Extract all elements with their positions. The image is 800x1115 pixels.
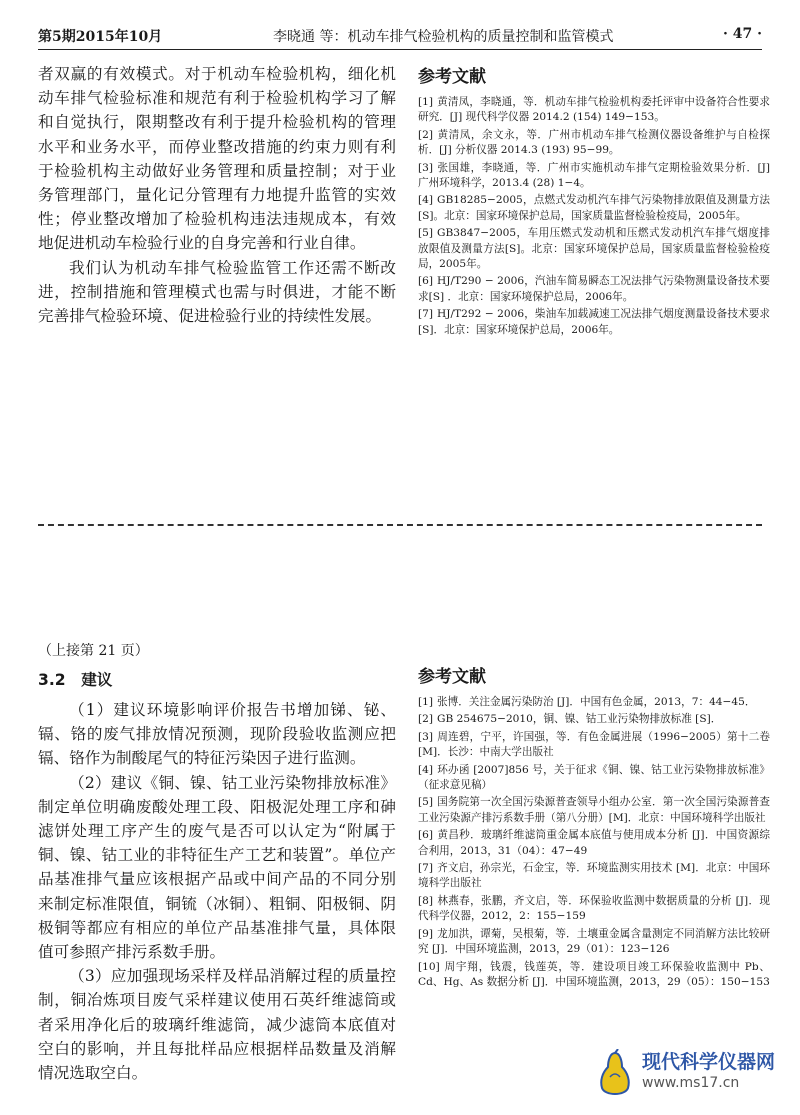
reference-item	[418, 712, 770, 727]
reference-number: [6]	[418, 275, 434, 288]
reference-text: 张国雄，李晓通，等．广州市实施机动车排气定期检验效果分析．[J] 广州环境科学，2013.4 (28) 1−4。	[418, 161, 770, 190]
references-title: 参考文献	[418, 667, 486, 687]
reference-text: 黄清凤，李晓通，等．机动车排气检验机构委托评审中设备符合性要求研究．[J] 现代科学仪器 2014.2 (154) 149−153。	[418, 96, 770, 124]
reference-text: 张博．关注金属污染防治 [J]．中国有色金属，2013，7：44−45．	[437, 696, 756, 708]
reference-text: GB 254675−2010，铜、镍、钴工业污染物排放标准 [S]．	[437, 713, 722, 726]
reference-text: 周连碧，宁平，许国强，等．有色金属进展（1996−2005）第十二卷 [M]．长沙：中南大学出版社	[418, 730, 770, 759]
reference-item	[418, 695, 770, 710]
continued-note: （上接第 21 页）	[38, 643, 149, 659]
body-paragraph: 者双赢的有效模式。对于机动车检验机构，细化机动车排气检验标准和规范有利于检验机构学习了解和自觉执行，限期整改有利于提升检验机构的管理水平和业务水平，而停业整改措施的约束力则有利于检验机构主动做好业务管理和质量控制；对于业务管理部门，量化记分管理有力地提升监管的实效性；停业整改增加了检验机构违法违规成本，有效地促进机动车检验行业的自身完善和行业自律。	[38, 65, 396, 253]
reference-number: [10]	[418, 960, 440, 973]
reference-text: 黄昌秒．玻璃纤维滤筒重金属本底值与使用成本分析 [J]．中国资源综合利用，2013，31（04）：47−49	[418, 829, 770, 857]
reference-item	[418, 960, 770, 991]
reference-text: 周宇翔，钱震，钱莲英，等．建设项目竣工环保验收监测中 Pb、Cd、Hg、As 数据分析 [J]．中国环境监测，2013，29（05）：150−153	[418, 960, 770, 988]
bottom-references	[418, 662, 770, 992]
reference-text: 林燕春，张鹏，齐文启，等．环保验收监测中数据质量的分析 [J]．现代科学仪器，2012，2：155−159	[418, 894, 770, 923]
reference-item	[418, 927, 770, 958]
reference-item	[418, 763, 770, 794]
pear-logo-icon	[598, 1049, 632, 1099]
reference-text: HJ/T292 − 2006，柴油车加载减速工况法排气烟度测量设备技术要求[S]．北京：国家环境保护总局，2006年。	[418, 308, 770, 336]
reference-text: 齐文启，孙宗光，石金宝，等．环境监测实用技术 [M]．北京：中国环境科学出版社	[418, 862, 770, 890]
reference-text: GB18285−2005，点燃式发动机汽车排气污染物排放限值及测量方法[S]。北京：国家环境保护总局，国家质量监督检验检疫局，2005年。	[418, 194, 770, 222]
reference-number: [9]	[418, 927, 434, 940]
reference-number: [5]	[418, 796, 434, 809]
header-rule	[38, 49, 762, 50]
reference-item	[418, 795, 770, 826]
reference-number: [2]	[418, 713, 434, 726]
reference-text: 黄清凤，余文永，等．广州市机动车排气检测仪器设备维护与自检探析．[J] 分析仪器 2014.3 (193) 95−99。	[418, 128, 770, 157]
body-paragraph: （3）应加强现场采样及样品消解过程的质量控制，铜冶炼项目废气采样建议使用石英纤维滤筒或者采用净化后的玻璃纤维滤筒，减少滤筒本底值对空白的影响，并且每批样品应根据样品数量及消解情况选取空白。	[38, 967, 396, 1083]
watermark-url: www.ms17.cn	[642, 1075, 740, 1091]
reference-number: [6]	[418, 829, 434, 842]
reference-item	[418, 193, 770, 224]
issue-label: 第5期2015年10月	[38, 29, 163, 45]
article-separator	[38, 524, 762, 526]
top-references	[418, 62, 770, 340]
page-number: · 47 ·	[723, 26, 762, 42]
reference-item	[418, 828, 770, 859]
reference-number: [3]	[418, 161, 434, 174]
reference-text: 国务院第一次全国污染源普查领导小组办公室．第一次全国污染源普查工业污染源产排污系数手册（第八分册）[M]．北京：中国环境科学出版社	[418, 796, 770, 824]
reference-item	[418, 226, 770, 272]
reference-text: GB3847−2005，车用压燃式发动机和压燃式发动机汽车排气烟度排放限值及测量方法[S]。北京：国家环境保护总局，国家质量监督检验检疫局，2005年。	[418, 227, 770, 271]
reference-number: [5]	[418, 227, 434, 240]
reference-item	[418, 95, 770, 126]
reference-list	[418, 95, 770, 338]
reference-number: [7]	[418, 862, 434, 875]
references-title: 参考文献	[418, 67, 486, 87]
page-header	[38, 20, 762, 50]
reference-text: 环办函 [2007]856 号，关于征求《铜、镍、钴工业污染物排放标准》（征求意见稿）	[418, 763, 770, 792]
reference-item	[418, 307, 770, 338]
reference-number: [1]	[418, 696, 434, 708]
reference-item	[418, 274, 770, 305]
reference-number: [4]	[418, 763, 434, 776]
reference-item	[418, 730, 770, 761]
reference-number: [7]	[418, 308, 434, 321]
reference-item	[418, 861, 770, 892]
reference-item	[418, 161, 770, 192]
top-article-body	[38, 62, 396, 328]
reference-list	[418, 695, 770, 990]
reference-number: [8]	[418, 894, 434, 907]
bottom-article-body	[38, 640, 396, 1085]
body-paragraph: 我们认为机动车排气检验监管工作还需不断改进，控制措施和管理模式也需与时俱进，才能不断完善排气检验环境、促进检验行业的持续性发展。	[38, 258, 396, 326]
reference-text: 龙加洪，谭菊，吴根菊，等．土壤重金属含量测定不同消解方法比较研究 [J]．中国环境监测，2013，29（01）：123−126	[418, 927, 770, 956]
running-title: 李晓通 等：机动车排气检验机构的质量控制和监管模式	[273, 29, 614, 45]
reference-number: [1]	[418, 96, 434, 108]
site-watermark[interactable]	[590, 1041, 790, 1109]
reference-text: HJ/T290 − 2006，汽油车简易瞬态工况法排气污染物测量设备技术要求[S] ．北京：国家环境保护总局，2006年。	[418, 275, 770, 303]
reference-item	[418, 894, 770, 925]
reference-number: [3]	[418, 730, 434, 743]
reference-number: [2]	[418, 128, 434, 141]
watermark-name: 现代科学仪器网	[642, 1051, 776, 1073]
body-paragraph: （1）建议环境影响评价报告书增加锑、铋、镉、铬的废气排放情况预测，现阶段验收监测应把镉、铬作为制酸尾气的特征污染因子进行监测。	[38, 701, 396, 768]
body-paragraph: （2）建议《铜、镍、钴工业污染物排放标准》制定单位明确废酸处理工段、阳极泥处理工序和砷滤饼处理工序产生的废气是否可以认定为“附属于铜、镍、钴工业的非特征生产工艺和装置”。单位产品基准排气量应该根据产品或中间产品的不同分别来制定标准限值，铜锍（冰铜）、粗铜、阳极铜、阴极铜等都应有相应的单位产品基准排气量，具体限值可参照产排污系数手册。	[38, 773, 396, 962]
reference-item	[418, 128, 770, 159]
section-heading: 3.2 建议	[38, 671, 113, 689]
reference-number: [4]	[418, 194, 434, 207]
